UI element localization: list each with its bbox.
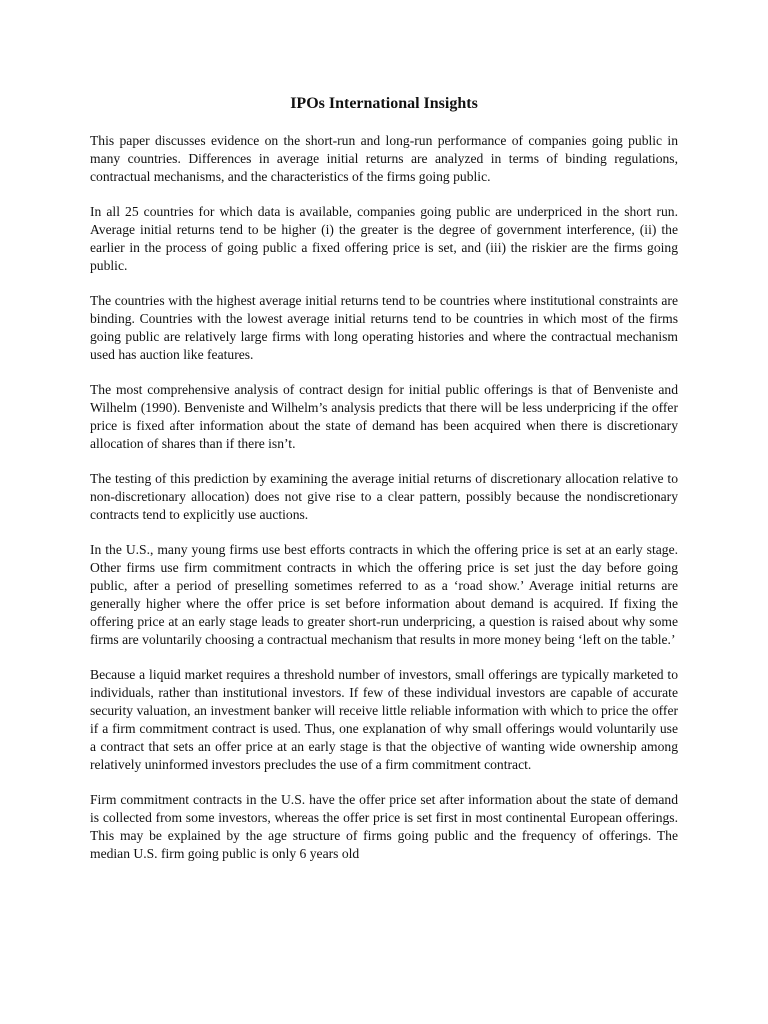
paragraph-5: The testing of this prediction by examining the average initial returns of discretionary allocation relative to non-discretionary allocation) does not give rise to a clear pattern, possibly because the nondiscretionary contracts tend to explicitly use auctions. [90,471,678,522]
paragraph-2: In all 25 countries for which data is available, companies going public are underpriced in the short run. Average initial returns tend to be higher (i) the greater is the degree of government interference, (ii) the earlier in the process of going public a fixed offering price is set, and (iii) the riskier are the firms going public. [90,204,678,273]
paragraph-8: Firm commitment contracts in the U.S. have the offer price set after information about the state of demand is collected from some investors, whereas the offer price is set first in most continental European offerings. This may be explained by the age structure of firms going public and the frequency of offerings. The median U.S. firm going public is only 6 years old [90,792,678,861]
paragraph-7: Because a liquid market requires a threshold number of investors, small offerings are typically marketed to individuals, rather than institutional investors. If few of these individual investors are capable of accurate security valuation, an investment banker will receive little reliable information with which to price the offer if a firm commitment contract is used. Thus, one explanation of why small offerings would voluntarily use a contract that sets an offer price at an early stage is that the objective of wanting wide ownership among relatively uninformed investors precludes the use of a firm commitment contract. [90,667,678,772]
paragraph-4: The most comprehensive analysis of contract design for initial public offerings is that of Benveniste and Wilhelm (1990). Benveniste and Wilhelm’s analysis predicts that there will be less underpricing if the offer price is fixed after information about the state of demand has been acquired when there is discretionary allocation of shares than if there isn’t. [90,382,678,451]
page-title: IPOs International Insights [290,95,478,112]
paragraph-1: This paper discusses evidence on the short-run and long-run performance of companies going public in many countries. Differences in average initial returns are analyzed in terms of binding regulations, contractual mechanisms, and the characteristics of the firms going public. [90,133,678,184]
paragraph-3: The countries with the highest average initial returns tend to be countries where institutional constraints are binding. Countries with the lowest average initial returns tend to be countries in which most of the firms going public are relatively large firms with long operating histories and where the contractual mechanism used has auction like features. [90,293,678,362]
document-body [90,132,678,880]
paragraph-6: In the U.S., many young firms use best efforts contracts in which the offering price is set at an early stage. Other firms use firm commitment contracts in which the offering price is set just the day before going public, after a period of preselling sometimes referred to as a ‘road show.’ Average initial returns are generally higher where the offer price is set before information about demand is acquired. If fixing the offering price at an early stage leads to greater short-run underpricing, a question is raised about why some firms are voluntarily choosing a contractual mechanism that results in more money being ‘left on the table.’ [90,542,678,647]
